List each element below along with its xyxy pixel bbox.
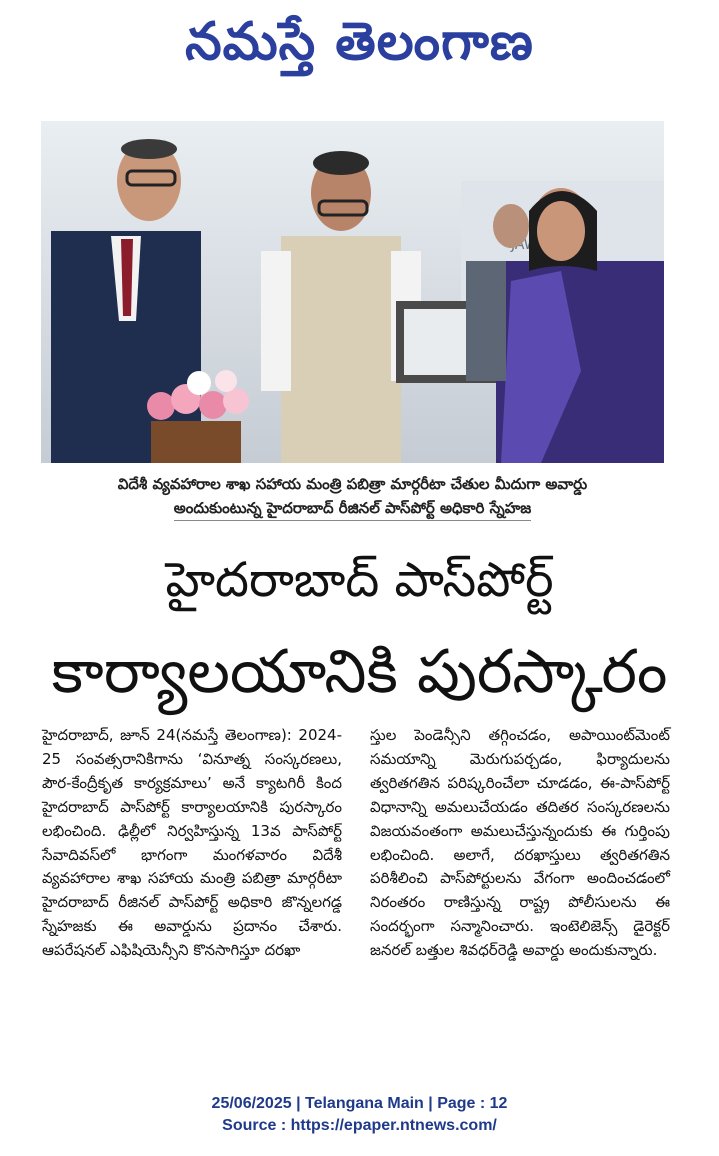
caption-line-2: అందుకుంటున్న హైదరాబాద్ రీజినల్ పాస్‌పోర్ట్ అధికారి స్నేహజ [174, 496, 531, 521]
article-text-column-2: స్తుల పెండెన్సీని తగ్గించడం, అపాయింట్‌మెంట్ సమయాన్ని మెరుగుపర్చడం, ఫిర్యాదులను త్వరితగతిన పరిష్కరించేలా చూడడం, ఈ-పాస్‌పోర్ట్ విధానాన్ని అమలుచేయడం తదితర సంస్కరణలను విజయవంతంగా అమలుచేస్తున్నందుకు ఈ గుర్తింపు లభించింది. అలాగే, దరఖాస్తులు త్వరితగతిన పరిశీలించి పాస్‌పోర్టులను వేగంగా అందించడంలో నిరంతరం రాణిస్తున్న రాష్ట్ర పోలీసులను ఈ సందర్భంగా సన్మానించారు. ఇంటెలిజెన్స్ డైరెక్టర్ జనరల్ బత్తుల శివధర్‌రెడ్డి అవార్డు అందుకున్నారు. [370, 726, 670, 960]
news-photo [41, 121, 664, 463]
caption-line-1: విదేశీ వ్యవహారాల శాఖ సహాయ మంత్రి పబిత్రా మార్గరీటా చేతుల మీదుగా అవార్డు [117, 475, 588, 493]
footer-date-page: 25/06/2025 | Telangana Main | Page : 12 [211, 1095, 508, 1112]
award-ceremony-image [41, 121, 664, 463]
photo-caption [41, 472, 664, 521]
article-column-2 [370, 724, 670, 963]
masthead [0, 6, 719, 78]
article-column-1 [42, 724, 342, 963]
headline-line-1: హైదరాబాద్ పాస్‌పోర్ట్ [165, 552, 554, 608]
headline-line-2: కార్యాలయానికి పురస్కారం [51, 637, 668, 707]
article-text-column-1: హైదరాబాద్, జూన్ 24(నమస్తే తెలంగాణ): 2024-25 సంవత్సరానికిగాను ‘వినూత్న సంస్కరణలు, పౌర-కేంద్రీకృత కార్యక్రమాలు’ అనే క్యాటగిరీ కింద హైదరాబాద్ పాస్‌పోర్ట్ కార్యాలయానికి పురస్కారం లభించింది. ఢిల్లీలో నిర్వహిస్తున్న 13వ పాస్‌పోర్ట్ సేవాదివస్‌లో భాగంగా మంగళవారం విదేశీ వ్యవహారాల శాఖ సహాయ మంత్రి పబిత్రా మార్గరీటా హైదరాబాద్ రీజినల్ పాస్‌పోర్ట్ అధికారి జొన్నలగడ్డ స్నేహజకు ఈ అవార్డును ప్రదానం చేశారు. ఆపరేషనల్ ఎఫిషియెన్సీని కొనసాగిస్తూ దరఖా [42, 726, 342, 960]
masthead-title: నమస్తే తెలంగాణ [185, 12, 534, 72]
footer [0, 1093, 719, 1137]
footer-source: Source : https://epaper.ntnews.com/ [222, 1117, 497, 1134]
